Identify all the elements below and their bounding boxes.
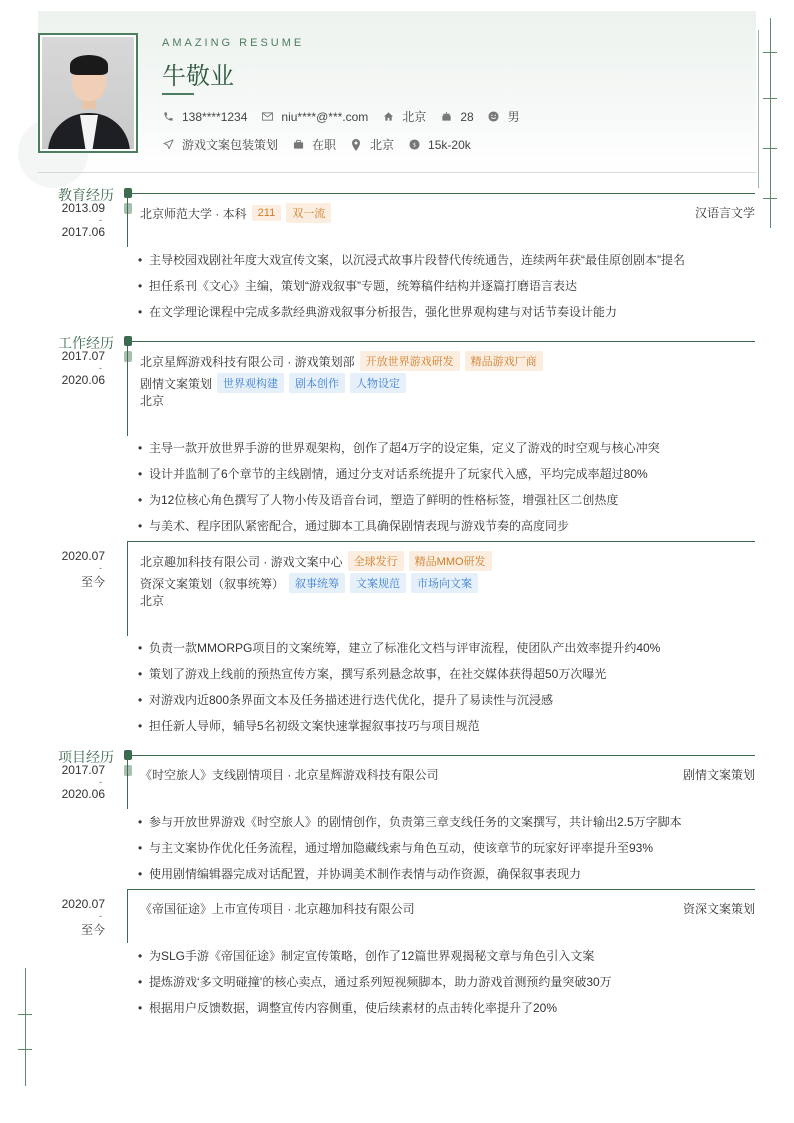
target-city-value: 北京 [370, 138, 395, 152]
education-tag: 双一流 [286, 203, 331, 223]
avatar [42, 37, 134, 149]
company-tag: 开放世界游戏研发 [360, 351, 460, 371]
education-end-date: 2017.06 [61, 225, 105, 239]
list-item: • 使用剧情编辑器完成对话配置，并协调美术制作表情与动作资源，确保叙事表现力 [138, 867, 682, 893]
list-item: • 为SLG手游《帝国征途》制定宣传策略，创作了12篇世界观揭秘文章与角色引入文案 [138, 949, 612, 975]
list-item: • 主导校园戏剧社年度大戏宣传文案，以沉浸式故事片段替代传统通告，连续两年获“最佳原创剧本”提名 [138, 253, 685, 279]
work-end-date: 至今 [80, 575, 105, 589]
entry-marker [124, 351, 132, 362]
work-role-line [140, 573, 478, 593]
role-tag: 叙事统筹 [289, 573, 345, 593]
left-decor-tick [18, 1014, 32, 1015]
education-section-title: 教育经历 [58, 188, 114, 204]
job-role: 剧情文案策划 [140, 376, 213, 391]
list-item: • 负责一款MMORPG项目的文案统筹，建立了标准化文档与评审流程，使团队产出效率提升约40% [138, 641, 660, 667]
work-section-line [128, 341, 755, 342]
project-title: 《帝国征途》上市宣传项目 · 北京趣加科技有限公司 [140, 902, 415, 916]
project-end-date: 至今 [80, 923, 105, 937]
work-start-date: 2020.07 [61, 549, 105, 563]
project-end-date: 2020.06 [61, 787, 105, 801]
education-start-date: 2013.09 [61, 201, 105, 215]
email-item [261, 110, 368, 124]
date-separator: - [99, 777, 102, 787]
right-decor-tick [763, 148, 777, 149]
right-decor-line-inner [758, 30, 759, 188]
list-item: • 在文学理论课程中完成多款经典游戏叙事分析报告，强化世界观构建与对话节奏设计能力 [138, 305, 685, 331]
work-bullets [138, 641, 660, 745]
work-bullets [138, 441, 660, 545]
list-item: • 与美术、程序团队紧密配合，通过脚本工具确保剧情表现与游戏节奏的高度同步 [138, 519, 660, 545]
contact-row [162, 108, 534, 125]
list-item: • 策划了游戏上线前的预热宣传方案，撰写系列悬念故事，在社交媒体获得超50万次曝光 [138, 667, 660, 693]
header-divider [38, 172, 756, 173]
right-decor-tick [763, 52, 777, 53]
target-position-value: 游戏文案包装策划 [182, 138, 279, 152]
left-decor-tick [18, 1049, 32, 1050]
project-bullets [138, 949, 612, 1027]
age-value: 28 [460, 109, 474, 124]
school-name: 北京师范大学 · 本科 [140, 206, 247, 221]
education-tag: 211 [252, 205, 282, 221]
project-start-date: 2020.07 [61, 897, 105, 911]
status-value: 在职 [312, 138, 337, 152]
right-decor-tick [763, 98, 777, 99]
left-decor-line [25, 968, 26, 1086]
date-separator: - [99, 215, 102, 225]
target-position-item [162, 136, 278, 153]
entry-divider [128, 889, 755, 890]
list-item: • 设计并监制了6个章节的主线剧情，通过分支对话系统提升了玩家代入感，平均完成率超过80% [138, 467, 660, 493]
project-section-line [128, 755, 755, 756]
job-role: 资深文案策划（叙事统筹） [140, 576, 285, 591]
age-item [440, 110, 473, 124]
list-item: • 根据用户反馈数据，调整宣传内容侧重，使后续素材的点击转化率提升了20% [138, 1001, 612, 1027]
company-tag: 精品游戏厂商 [465, 351, 543, 371]
list-item: • 主导一款开放世界手游的世界观架构，创作了超4万字的设定集，定义了游戏的时空观与核心冲突 [138, 441, 660, 467]
education-major: 汉语言文学 [694, 206, 755, 220]
date-separator: - [99, 363, 102, 373]
send-icon [162, 139, 174, 151]
list-item: • 为12位核心角色撰写了人物小传及语音台词，塑造了鲜明的性格标签，增强社区二创热度 [138, 493, 660, 519]
entry-timeline [127, 193, 128, 247]
role-tag: 人物设定 [350, 373, 406, 393]
project-role: 剧情文案策划 [682, 768, 755, 782]
company-tag: 精品MMO研发 [409, 551, 492, 571]
list-item: • 担任系刊《文心》主编，策划“游戏叙事”专题，统筹稿件结构并逐篇打磨语言表达 [138, 279, 685, 305]
project-section-title: 项目经历 [58, 750, 114, 766]
resume-tagline: AMAZING RESUME [162, 37, 305, 49]
mail-icon [261, 111, 273, 123]
role-tag: 市场向文案 [411, 573, 478, 593]
education-section-line [128, 193, 755, 194]
education-school-line [140, 203, 331, 223]
section-marker [124, 188, 132, 198]
candidate-name: 牛敬业 [162, 62, 234, 90]
entry-marker [124, 765, 132, 776]
project-start-date: 2017.07 [61, 763, 105, 777]
phone-item [162, 110, 247, 124]
gender-item [488, 108, 520, 125]
work-end-date: 2020.06 [61, 373, 105, 387]
phone-number: 138****1234 [182, 109, 248, 124]
hometown-value: 北京 [402, 110, 427, 124]
work-company-line [140, 551, 492, 571]
svg-text:$: $ [412, 142, 416, 149]
smile-icon [488, 111, 500, 123]
project-title: 《时空旅人》支线剧情项目 · 北京星辉游戏科技有限公司 [140, 768, 439, 782]
work-city: 北京 [140, 394, 165, 408]
work-section-title: 工作经历 [58, 336, 114, 352]
entry-timeline [127, 889, 128, 943]
section-marker [124, 336, 132, 346]
company-tag: 全球发行 [348, 551, 404, 571]
role-tag: 世界观构建 [217, 373, 284, 393]
date-separator: - [99, 563, 102, 573]
role-tag: 文案规范 [350, 573, 406, 593]
entry-divider [128, 541, 755, 542]
gender-value: 男 [507, 110, 520, 124]
right-decor-tick [763, 198, 777, 199]
right-decor-line [770, 18, 771, 228]
salary-item [408, 138, 471, 152]
list-item: • 提炼游戏‘多文明碰撞’的核心卖点，通过系列短视频脚本，助力游戏首测预约量突破30万 [138, 975, 612, 1001]
company-name: 北京趣加科技有限公司 · 游戏文案中心 [140, 554, 343, 569]
money-icon [408, 139, 420, 151]
company-name: 北京星辉游戏科技有限公司 · 游戏策划部 [140, 354, 355, 369]
work-role-line [140, 373, 406, 393]
work-company-line [140, 351, 543, 371]
entry-timeline [127, 541, 128, 636]
entry-timeline [127, 341, 128, 436]
list-item: • 与主文案协作优化任务流程，通过增加隐藏线索与角色互动，使该章节的玩家好评率提升至93% [138, 841, 682, 867]
section-marker [124, 750, 132, 760]
status-item [292, 136, 336, 153]
work-city: 北京 [140, 594, 165, 608]
list-item: • 担任新人导师，辅导5名初级文案快速掌握叙事技巧与项目规范 [138, 719, 660, 745]
education-bullets [138, 253, 685, 331]
work-start-date: 2017.07 [61, 349, 105, 363]
name-underline [162, 93, 194, 95]
intention-row [162, 136, 485, 153]
email-address: niu****@***.com [281, 109, 369, 124]
project-role: 资深文案策划 [682, 902, 755, 916]
location-icon [350, 139, 362, 151]
profile-photo [38, 33, 138, 153]
hometown-item [382, 108, 426, 125]
entry-marker [124, 203, 132, 214]
entry-timeline [127, 755, 128, 809]
project-bullets [138, 815, 682, 893]
ethnicity-icon [440, 111, 452, 123]
list-item: • 对游戏内近800条界面文本及任务描述进行迭代优化，提升了易读性与沉浸感 [138, 693, 660, 719]
target-city-item [350, 136, 394, 153]
phone-icon [162, 111, 174, 123]
home-icon [382, 111, 394, 123]
list-item: • 参与开放世界游戏《时空旅人》的剧情创作，负责第三章支线任务的文案撰写，共计输出2.5万字脚本 [138, 815, 682, 841]
date-separator: - [99, 911, 102, 921]
salary-value: 15k-20k [428, 137, 471, 152]
role-tag: 剧本创作 [289, 373, 345, 393]
briefcase-icon [292, 139, 304, 151]
